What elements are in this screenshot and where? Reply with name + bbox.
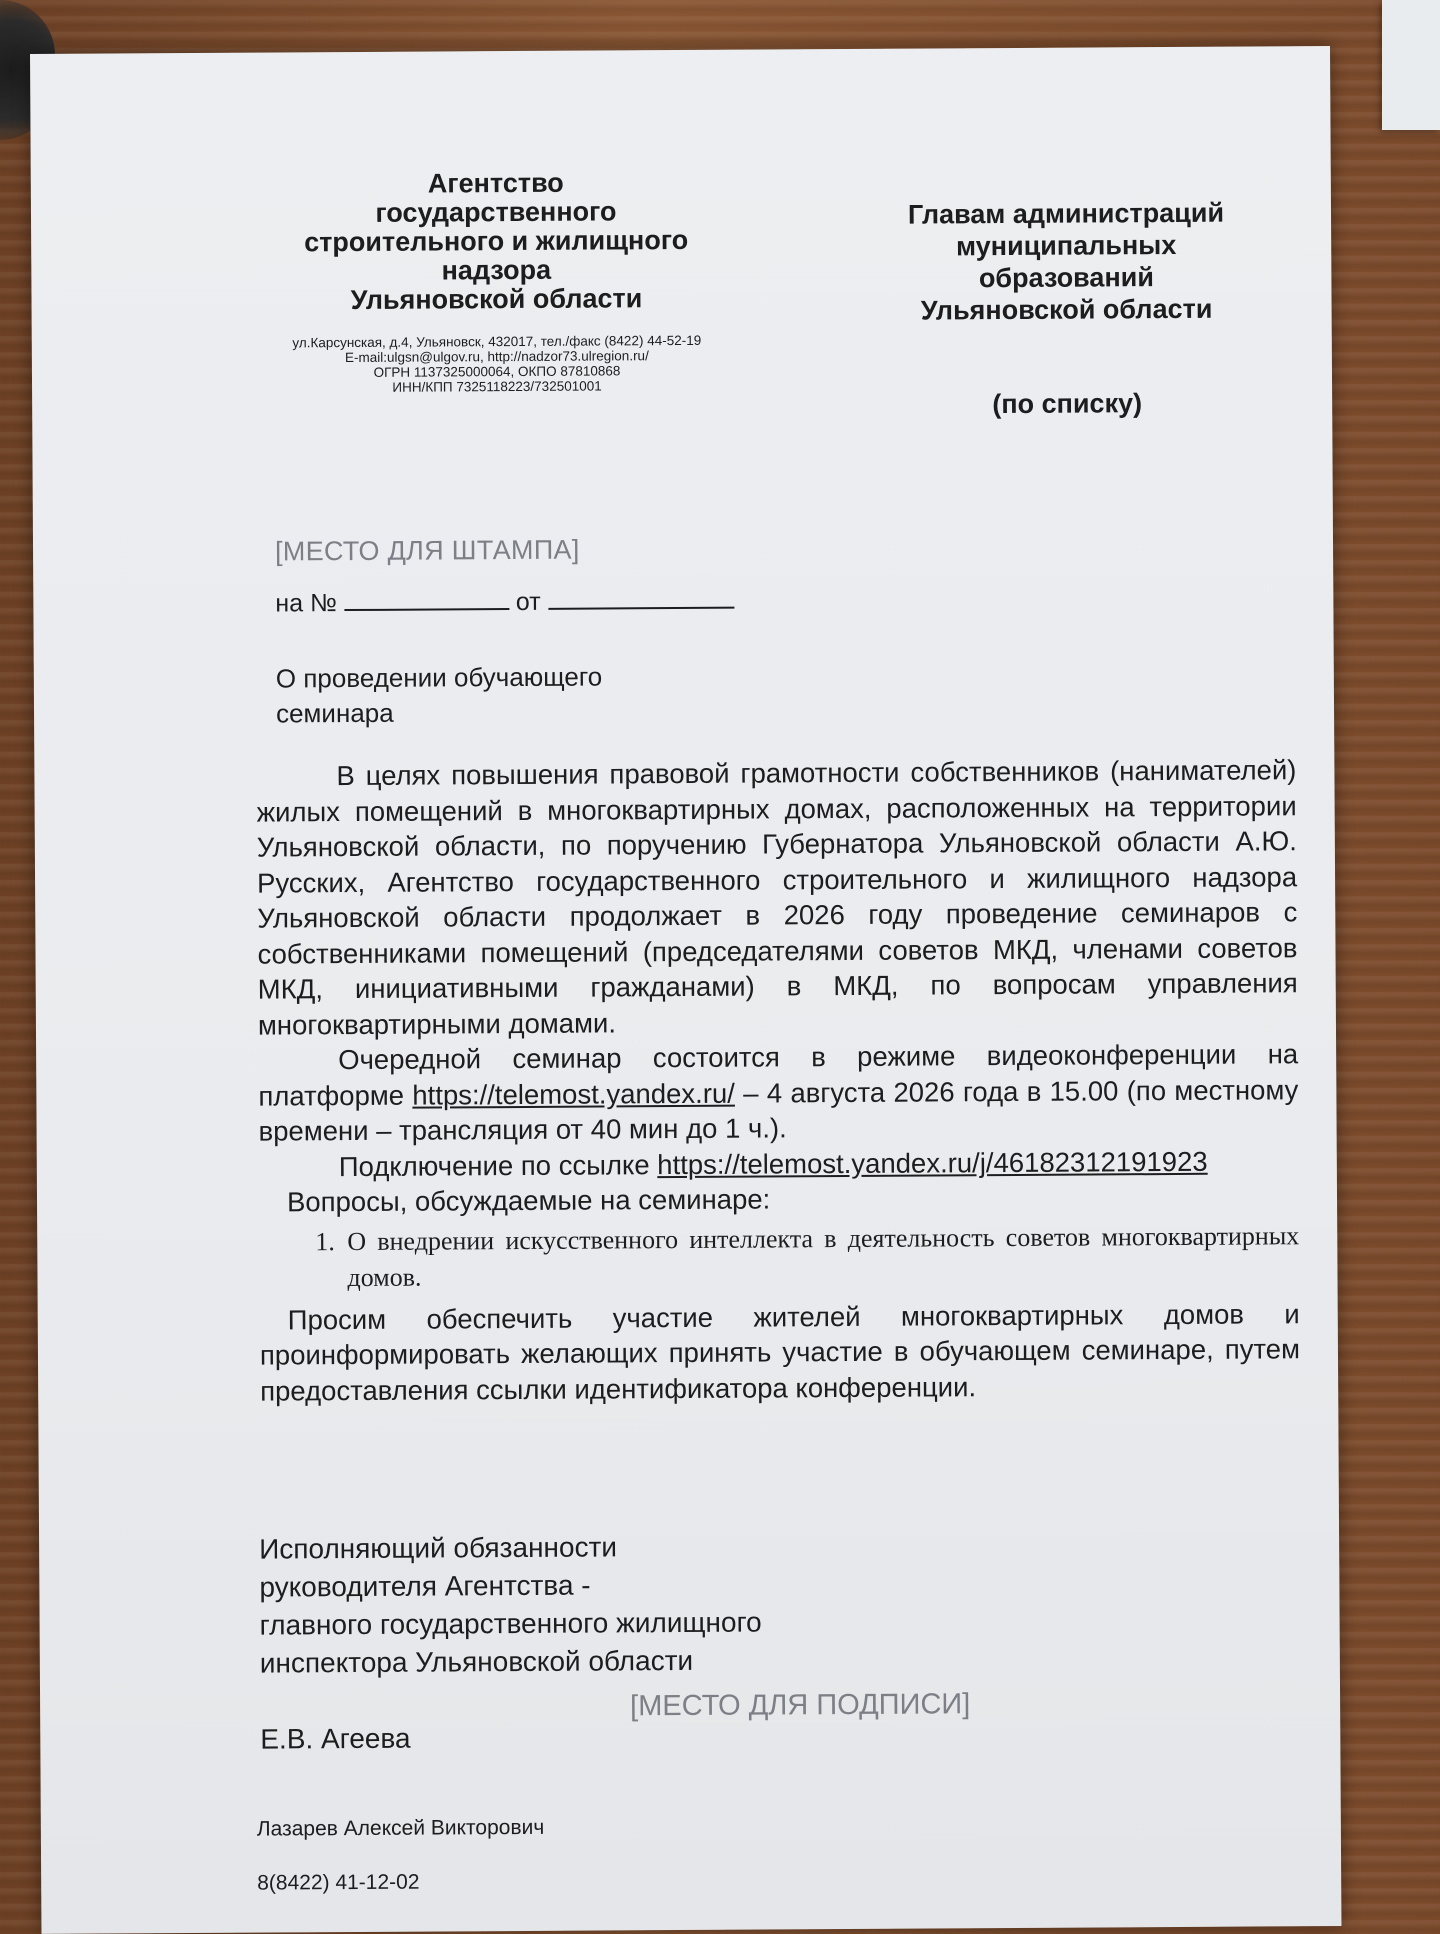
request-paragraph: Просим обеспечить участие жителей многоквартирных домов и проинформировать желающих принять участие в обучающем семинаре, путем предоставления ссылки идентификатора конференции. <box>259 1297 1301 1407</box>
addressee-block <box>876 164 1258 452</box>
reference-number-blank <box>345 584 510 611</box>
executor-name: Лазарев Алексей Викторович <box>256 1815 545 1841</box>
paragraph-2-start: Очередной семинар состоится в режиме видеоконференции на платформе <box>258 1038 1299 1112</box>
body-paragraph-2 <box>258 1036 1299 1149</box>
letter-body <box>256 752 1300 1408</box>
sender-name: Агентство государственного строительного и жилищного надзора Ульяновской области <box>304 167 689 316</box>
reference-number-label: на № <box>275 589 337 618</box>
addressee-to: Главам администраций муниципальных образований Ульяновской области <box>907 197 1225 326</box>
executor-phone: 8(8422) 41-12-02 <box>257 1870 420 1895</box>
desk-card <box>1382 0 1440 130</box>
reference-date-blank <box>549 583 735 610</box>
letter-subject: О проведении обучающего семинара <box>275 661 603 729</box>
letter-sheet <box>30 46 1341 1934</box>
conference-link[interactable]: https://telemost.yandex.ru/j/46182312191923 <box>657 1145 1208 1180</box>
sender-details <box>262 333 732 396</box>
body-paragraph-1: В целях повышения правовой грамотности собственников (нанимателей) жилых помещений в многоквартирных домах, расположенных на территории Ульяновской области, по поручению Губернатора Ульяновской области А.Ю. Русских, Агентство государственного строительного и жилищного надзора Ульяновской области продолжает в 2026 году проведение семинаров с собственниками помещений (председателями советов МКД, членами советов МКД, инициативными гражданами) в МКД, по вопросам управления многоквартирными домами. <box>256 754 1298 1041</box>
reference-date-label: от <box>515 587 541 617</box>
connect-line <box>259 1143 1299 1185</box>
sender-email: E-mail:ulgsn@ulgov.ru, http://nadzor73.ulregion.ru/ <box>344 348 649 366</box>
sender-ogrn: ОГРН 1137325000064, ОКПО 87810868 <box>373 363 621 380</box>
questions-heading: Вопросы, обсуждаемые на семинаре: <box>286 1183 771 1218</box>
reference-line <box>275 583 734 619</box>
questions-list <box>259 1218 1299 1296</box>
platform-link[interactable]: https://telemost.yandex.ru/ <box>412 1077 735 1111</box>
signer-name: Е.В. Агеева <box>260 1722 411 1755</box>
sender-inn: ИНН/КПП 7325118223/732501001 <box>392 378 602 395</box>
sender-block <box>261 168 732 396</box>
connect-label: Подключение по ссылке <box>338 1148 658 1182</box>
addressee-list-note: (по списку) <box>992 388 1143 420</box>
paragraph-2-end: – 4 августа 2026 года в 15.00 (по местному времени – трансляция от 40 мин до 1 ч.). <box>258 1073 1299 1147</box>
question-item: 1. О внедрении искусственного интеллекта в деятельность советов многоквартирных домов. <box>341 1218 1299 1296</box>
signer-position: Исполняющий обязанности руководителя Агентства - главного государственного жилищного инспектора Ульяновской области <box>259 1531 762 1679</box>
executor-block <box>257 1787 545 1924</box>
signature-block <box>259 1488 961 1796</box>
stamp-placeholder: [МЕСТО ДЛЯ ШТАМПА] <box>274 534 580 567</box>
sender-address: ул.Карсунская, д.4, Ульяновск, 432017, тел./факс (8422) 44-52-19 <box>292 332 702 351</box>
signature-placeholder: [МЕСТО ДЛЯ ПОДПИСИ] <box>630 1688 971 1723</box>
